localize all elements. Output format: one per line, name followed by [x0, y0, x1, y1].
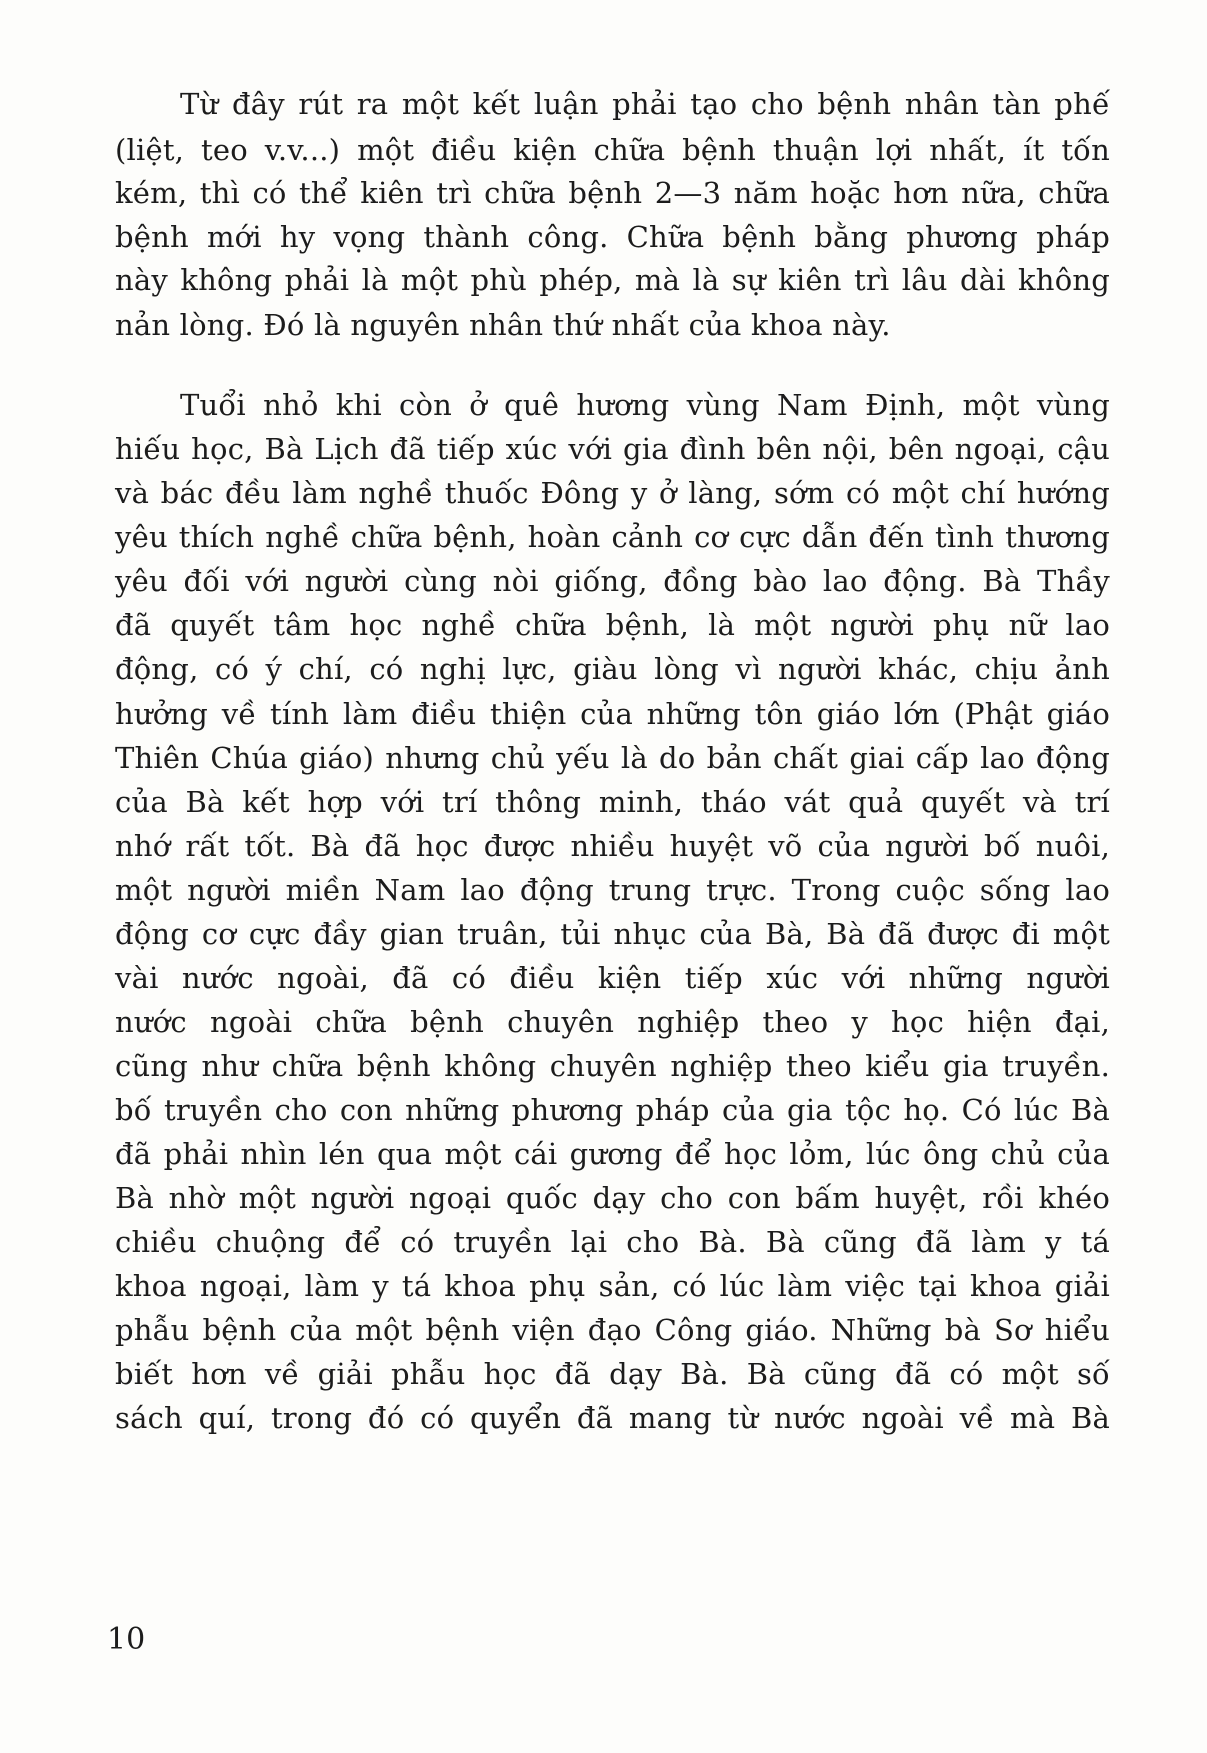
text-line: yêu đối với người cùng nòi giống, đồng bào lao động. Bà Thầy: [115, 564, 1110, 598]
text-line: khoa ngoại, làm y tá khoa phụ sản, có lúc làm việc tại khoa giải: [115, 1269, 1110, 1303]
text-line: chiều chuộng để có truyền lại cho Bà. Bà cũng đã làm y tá: [115, 1225, 1110, 1259]
page-number: 10: [107, 1622, 146, 1657]
text-line: kém, thì có thể kiên trì chữa bệnh 2—3 năm hoặc hơn nữa, chữa: [115, 176, 1110, 210]
text-line: biết hơn về giải phẫu học đã dạy Bà. Bà cũng đã có một số: [115, 1357, 1110, 1391]
text-line: này không phải là một phù phép, mà là sự kiên trì lâu dài không: [115, 263, 1110, 297]
text-line: và bác đều làm nghề thuốc Đông y ở làng, sớm có một chí hướng: [115, 476, 1110, 510]
text-line: động cơ cực đầy gian truân, tủi nhục của Bà, Bà đã được đi một: [115, 917, 1110, 951]
text-line: Thiên Chúa giáo) nhưng chủ yếu là do bản chất giai cấp lao động: [115, 741, 1110, 775]
text-line: hưởng về tính làm điều thiện của những tôn giáo lớn (Phật giáo: [115, 697, 1110, 731]
text-line: của Bà kết hợp với trí thông minh, tháo vát quả quyết và trí: [115, 785, 1110, 819]
text-line: nhớ rất tốt. Bà đã học được nhiều huyệt võ của người bố nuôi,: [115, 829, 1110, 863]
text-line: bố truyền cho con những phương pháp của gia tộc họ. Có lúc Bà: [115, 1093, 1110, 1127]
text-line: một người miền Nam lao động trung trực. Trong cuộc sống lao: [115, 873, 1110, 907]
text-line: nước ngoài chữa bệnh chuyên nghiệp theo y học hiện đại,: [115, 1005, 1110, 1039]
text-line: đã phải nhìn lén qua một cái gương để học lỏm, lúc ông chủ của: [115, 1137, 1110, 1171]
text-line: hiếu học, Bà Lịch đã tiếp xúc với gia đình bên nội, bên ngoại, cậu: [115, 432, 1110, 466]
text-line: đã quyết tâm học nghề chữa bệnh, là một người phụ nữ lao: [115, 608, 1110, 642]
text-line: cũng như chữa bệnh không chuyên nghiệp theo kiểu gia truyền.: [115, 1049, 1110, 1083]
text-line: bệnh mới hy vọng thành công. Chữa bệnh bằng phương pháp: [115, 220, 1110, 254]
text-line: nản lòng. Đó là nguyên nhân thứ nhất của khoa này.: [115, 308, 891, 342]
text-line: vài nước ngoài, đã có điều kiện tiếp xúc với những người: [115, 961, 1110, 995]
text-line: (liệt, teo v.v...) một điều kiện chữa bệnh thuận lợi nhất, ít tốn: [115, 133, 1110, 167]
text-line: phẫu bệnh của một bệnh viện đạo Công giáo. Những bà Sơ hiểu: [115, 1313, 1110, 1347]
text-line: yêu thích nghề chữa bệnh, hoàn cảnh cơ cực dẫn đến tình thương: [115, 520, 1110, 554]
text-line: Tuổi nhỏ khi còn ở quê hương vùng Nam Định, một vùng: [180, 388, 1110, 422]
text-line: Từ đây rút ra một kết luận phải tạo cho bệnh nhân tàn phế: [180, 87, 1110, 121]
text-line: Bà nhờ một người ngoại quốc dạy cho con bấm huyệt, rồi khéo: [115, 1181, 1110, 1215]
text-line: sách quí, trong đó có quyển đã mang từ nước ngoài về mà Bà: [115, 1401, 1110, 1435]
text-line: động, có ý chí, có nghị lực, giàu lòng vì người khác, chịu ảnh: [115, 652, 1110, 686]
